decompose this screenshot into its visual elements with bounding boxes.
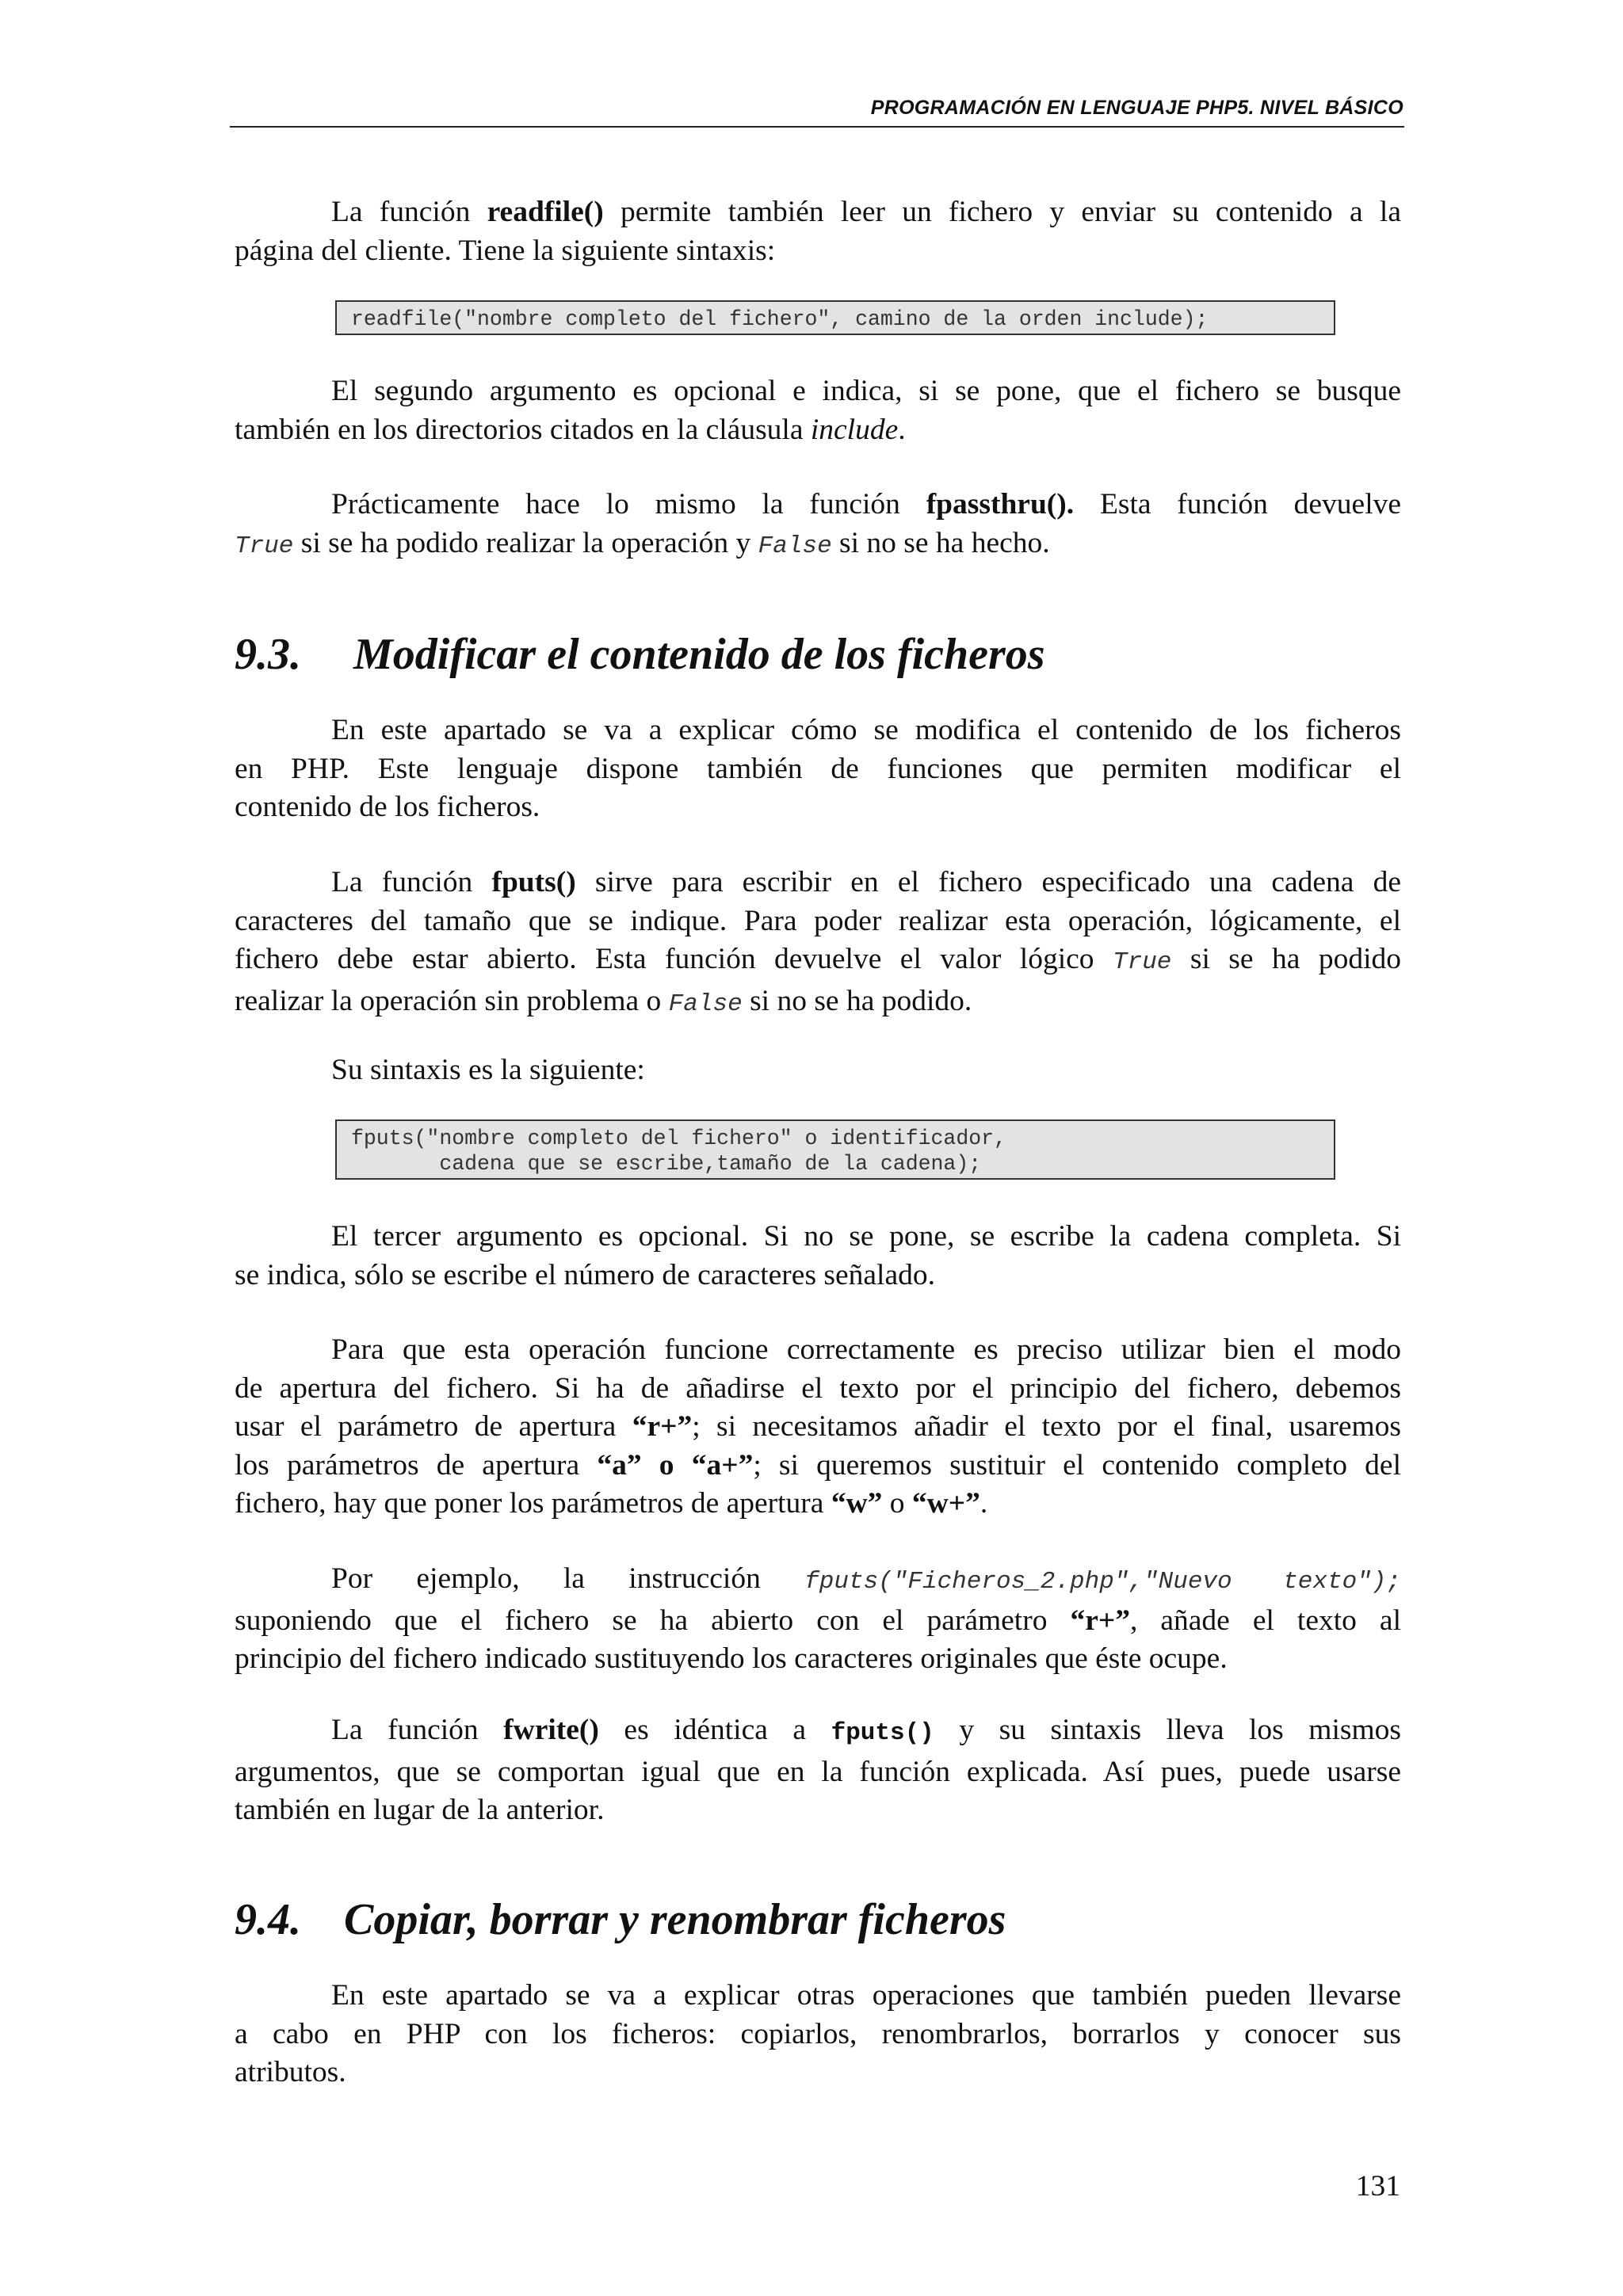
paragraph-open-modes: Para que esta operación funcione correctamente es preciso utilizar bien el modo de apertura del fichero. Si ha de añadirse el texto por el principio del fichero, debemos usar el parámetro de apertura “r+”; si necesitamos añadir el texto por el final, usaremos los parámetros de apertura “a” o “a+”; si queremos sustituir el contenido completo del fichero, hay que poner los parámetros de apertura “w” o “w+”. bbox=[235, 1333, 1402, 1520]
example-instruction: fputs("Ficheros_2.php","Nuevo texto"); bbox=[804, 1568, 1401, 1596]
paragraph-example: Por ejemplo, la instrucción fputs("Ficheros_2.php","Nuevo texto"); suponiendo que el fichero se ha abierto con el parámetro “r+”, añade el texto al principio del fichero indicado sustituyendo los caracteres originales que éste ocupe. bbox=[235, 1562, 1401, 1675]
readfile-function: readfile() bbox=[487, 196, 604, 228]
paragraph-fwrite: La función fwrite() es idéntica a fputs() y su sintaxis lleva los mismos argumentos, que se comportan igual que en la función explicada. Así pues, puede usarse también en lugar de la anterior. bbox=[235, 1714, 1401, 1826]
paragraph-third-argument: El tercer argumento es opcional. Si no se pone, se escribe la cadena completa. Si se indica, sólo se escribe el número de caracteres señalado. bbox=[235, 1220, 1401, 1291]
section-heading-9-4: 9.4. Copiar, borrar y renombrar ficheros bbox=[235, 1895, 1006, 1944]
paragraph-fputs: La función fputs() sirve para escribir en el fichero especificado una cadena de caracteres del tamaño que se indique. Para poder realizar esta operación, lógicamente, el fichero debe estar abierto. Esta función devuelve el valor lógico True si se ha podido realizar la operación sin problema o False si no se ha podido. bbox=[235, 866, 1401, 1018]
code-block-fputs: fputs("nombre completo del fichero" o identificador, cadena que se escribe,tamaño de la cadena); bbox=[335, 1119, 1335, 1180]
fwrite-function: fwrite() bbox=[503, 1714, 599, 1746]
header-rule bbox=[230, 126, 1404, 128]
fputs-function: fputs() bbox=[491, 866, 576, 898]
paragraph-copy-intro: En este apartado se va a explicar otras operaciones que también pueden llevarse a cabo en PHP con los ficheros: copiarlos, renombrarlos, borrarlos y conocer sus atributos. bbox=[235, 1979, 1401, 2088]
paragraph-modify-intro: En este apartado se va a explicar cómo se modifica el contenido de los ficheros en PHP. Este lenguaje dispone también de funciones que permiten modificar el contenido de los ficheros. bbox=[235, 714, 1401, 823]
fpassthru-function: fpassthru(). bbox=[926, 488, 1075, 521]
running-header: PROGRAMACIÓN EN LENGUAJE PHP5. NIVEL BÁSICO bbox=[870, 97, 1403, 119]
paragraph-readfile: La función readfile() permite también leer un fichero y enviar su contenido a la página del cliente. Tiene la siguiente sintaxis: bbox=[235, 196, 1401, 267]
paragraph-second-argument: El segundo argumento es opcional e indica, si se pone, que el fichero se busque también en los directorios citados en la cláusula include. bbox=[235, 375, 1401, 446]
code-block-readfile: readfile("nombre completo del fichero", camino de la orden include); bbox=[335, 300, 1335, 335]
section-heading-9-3: 9.3. Modificar el contenido de los ficheros bbox=[235, 630, 1045, 679]
paragraph-fpassthru: Prácticamente hace lo mismo la función fpassthru(). Esta función devuelve True si se ha podido realizar la operación y False si no se ha hecho. bbox=[235, 488, 1402, 560]
page-number: 131 bbox=[1355, 2170, 1400, 2203]
paragraph-syntax: Su sintaxis es la siguiente: bbox=[331, 1054, 645, 1086]
